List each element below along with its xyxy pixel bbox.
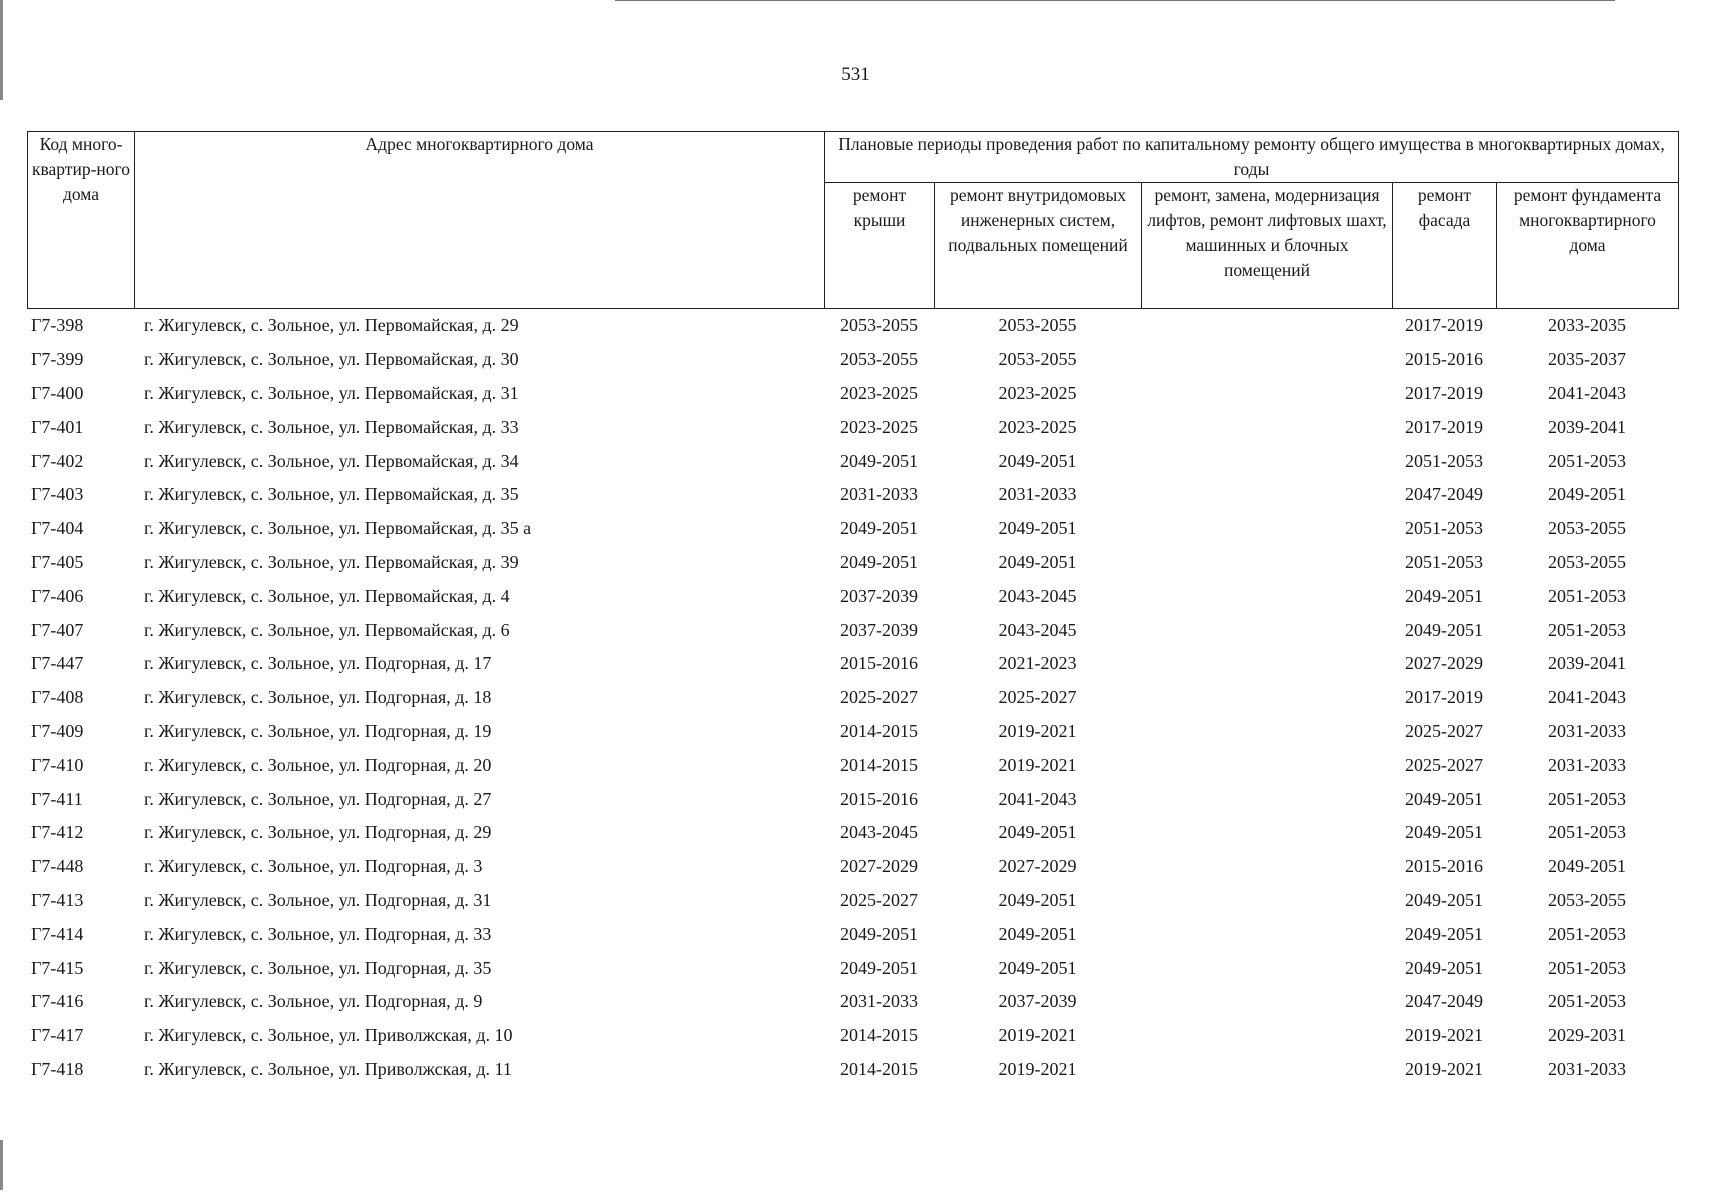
- row-engineering: 2041-2043: [998, 788, 1077, 809]
- row-address: г. Жигулевск, с. Зольное, ул. Подгорная, д. 27: [144, 788, 492, 809]
- header-lift-label: ремонт, замена, модернизация лифтов, ремонт лифтовых шахт, машинных и блочных помещений: [1147, 185, 1387, 280]
- row-engineering: 2025-2027: [998, 687, 1077, 708]
- row-roof: 2027-2029: [840, 856, 918, 877]
- capital-repair-schedule: [27, 131, 1678, 1086]
- row-foundation: 2041-2043: [1548, 382, 1626, 403]
- row-code: Г7-410: [31, 754, 84, 775]
- header-engineering: [935, 183, 1142, 309]
- row-roof: 2037-2039: [840, 619, 918, 640]
- header-facade-label: ремонт фасада: [1417, 185, 1472, 230]
- row-code: Г7-411: [31, 788, 83, 809]
- row-roof: 2049-2051: [840, 923, 918, 944]
- row-engineering: 2049-2051: [998, 551, 1077, 572]
- row-lift: [1141, 681, 1392, 715]
- row-address: г. Жигулевск, с. Зольное, ул. Подгорная, д. 9: [144, 991, 483, 1012]
- row-facade: 2049-2051: [1405, 822, 1483, 843]
- row-facade: 2049-2051: [1405, 619, 1483, 640]
- table-row: [27, 647, 1678, 681]
- row-roof: 2049-2051: [840, 957, 918, 978]
- row-address: г. Жигулевск, с. Зольное, ул. Первомайская, д. 33: [144, 416, 519, 437]
- row-engineering: 2019-2021: [998, 1025, 1077, 1046]
- row-code: Г7-400: [31, 382, 84, 403]
- table-row: [27, 884, 1678, 918]
- table-body: [27, 309, 1678, 1086]
- row-address: г. Жигулевск, с. Зольное, ул. Подгорная, д. 19: [144, 720, 492, 741]
- row-code: Г7-409: [31, 720, 84, 741]
- row-foundation: 2051-2053: [1548, 991, 1626, 1012]
- row-roof: 2053-2055: [840, 349, 918, 370]
- row-address: г. Жигулевск, с. Зольное, ул. Подгорная, д. 18: [144, 687, 492, 708]
- row-foundation: 2053-2055: [1548, 889, 1626, 910]
- row-foundation: 2051-2053: [1548, 788, 1626, 809]
- header-roof: [825, 183, 935, 309]
- row-lift: [1141, 377, 1392, 411]
- row-facade: 2017-2019: [1405, 315, 1483, 336]
- row-address: г. Жигулевск, с. Зольное, ул. Приволжская, д. 11: [144, 1058, 512, 1079]
- row-code: Г7-417: [31, 1025, 84, 1046]
- row-foundation: 2039-2041: [1548, 653, 1626, 674]
- row-foundation: 2051-2053: [1548, 450, 1626, 471]
- row-facade: 2051-2053: [1405, 518, 1483, 539]
- row-foundation: 2049-2051: [1548, 856, 1626, 877]
- header-code: [28, 132, 135, 309]
- row-facade: 2019-2021: [1405, 1025, 1483, 1046]
- row-code: Г7-408: [31, 687, 84, 708]
- row-address: г. Жигулевск, с. Зольное, ул. Первомайская, д. 34: [144, 450, 519, 471]
- row-engineering: 2023-2025: [998, 382, 1077, 403]
- table-row: [27, 410, 1678, 444]
- row-engineering: 2031-2033: [998, 484, 1077, 505]
- row-address: г. Жигулевск, с. Зольное, ул. Первомайская, д. 39: [144, 551, 519, 572]
- row-lift: [1141, 478, 1392, 512]
- row-lift: [1141, 884, 1392, 918]
- row-facade: 2015-2016: [1405, 856, 1483, 877]
- row-address: г. Жигулевск, с. Зольное, ул. Первомайская, д. 4: [144, 585, 510, 606]
- row-roof: 2015-2016: [840, 653, 918, 674]
- row-roof: 2014-2015: [840, 1058, 918, 1079]
- row-address: г. Жигулевск, с. Зольное, ул. Подгорная, д. 33: [144, 923, 492, 944]
- row-lift: [1141, 1053, 1392, 1087]
- table-row: [27, 512, 1678, 546]
- header-foundation-label: ремонт фундамента многоквартирного дома: [1513, 185, 1662, 255]
- row-engineering: 2043-2045: [998, 619, 1077, 640]
- row-foundation: 2031-2033: [1548, 754, 1626, 775]
- row-address: г. Жигулевск, с. Зольное, ул. Подгорная, д. 29: [144, 822, 492, 843]
- row-code: Г7-416: [31, 991, 84, 1012]
- row-engineering: 2027-2029: [998, 856, 1077, 877]
- row-roof: 2015-2016: [840, 788, 918, 809]
- row-address: г. Жигулевск, с. Зольное, ул. Подгорная, д. 3: [144, 856, 483, 877]
- header-address-label: Адрес многоквартирного дома: [365, 134, 594, 154]
- row-facade: 2049-2051: [1405, 788, 1483, 809]
- row-lift: [1141, 782, 1392, 816]
- row-facade: 2017-2019: [1405, 382, 1483, 403]
- table-row: [27, 377, 1678, 411]
- page-number: 531: [841, 64, 870, 85]
- row-engineering: 2053-2055: [998, 315, 1077, 336]
- row-address: г. Жигулевск, с. Зольное, ул. Подгорная, д. 17: [144, 653, 492, 674]
- table-row: [27, 681, 1678, 715]
- row-facade: 2051-2053: [1405, 450, 1483, 471]
- table-row: [27, 309, 1678, 343]
- table-row: [27, 343, 1678, 377]
- row-code: Г7-398: [31, 315, 84, 336]
- table-row: [27, 579, 1678, 613]
- row-engineering: 2053-2055: [998, 349, 1077, 370]
- row-code: Г7-414: [31, 923, 84, 944]
- row-foundation: 2051-2053: [1548, 585, 1626, 606]
- row-address: г. Жигулевск, с. Зольное, ул. Первомайская, д. 6: [144, 619, 510, 640]
- row-foundation: 2041-2043: [1548, 687, 1626, 708]
- row-lift: [1141, 816, 1392, 850]
- row-facade: 2025-2027: [1405, 754, 1483, 775]
- table-row: [27, 850, 1678, 884]
- row-foundation: 2029-2031: [1548, 1025, 1626, 1046]
- row-roof: 2014-2015: [840, 1025, 918, 1046]
- row-foundation: 2049-2051: [1548, 484, 1626, 505]
- row-address: г. Жигулевск, с. Зольное, ул. Первомайская, д. 30: [144, 349, 519, 370]
- row-lift: [1141, 343, 1392, 377]
- row-address: г. Жигулевск, с. Зольное, ул. Первомайская, д. 29: [144, 315, 519, 336]
- row-facade: 2047-2049: [1405, 991, 1483, 1012]
- top-rule: [615, 0, 1615, 1]
- row-facade: 2025-2027: [1405, 720, 1483, 741]
- row-lift: [1141, 309, 1392, 343]
- row-lift: [1141, 715, 1392, 749]
- row-roof: 2049-2051: [840, 518, 918, 539]
- row-engineering: 2049-2051: [998, 889, 1077, 910]
- row-foundation: 2053-2055: [1548, 518, 1626, 539]
- row-foundation: 2051-2053: [1548, 957, 1626, 978]
- row-code: Г7-401: [31, 416, 84, 437]
- table-row: [27, 985, 1678, 1019]
- header-roof-label: ремонт крыши: [852, 185, 907, 230]
- header-periods-label: Плановые периоды проведения работ по капитальному ремонту общего имущества в многоквартирных домах, годы: [838, 134, 1665, 179]
- table-row: [27, 917, 1678, 951]
- row-lift: [1141, 444, 1392, 478]
- row-code: Г7-399: [31, 349, 84, 370]
- table-row: [27, 478, 1678, 512]
- row-code: Г7-413: [31, 889, 84, 910]
- row-code: Г7-412: [31, 822, 84, 843]
- row-engineering: 2019-2021: [998, 1058, 1077, 1079]
- row-foundation: 2033-2035: [1548, 315, 1626, 336]
- row-engineering: 2023-2025: [998, 416, 1077, 437]
- row-lift: [1141, 951, 1392, 985]
- row-address: г. Жигулевск, с. Зольное, ул. Подгорная, д. 31: [144, 889, 492, 910]
- row-engineering: 2019-2021: [998, 754, 1077, 775]
- table-row: [27, 1053, 1678, 1087]
- row-code: Г7-402: [31, 450, 84, 471]
- table-row: [27, 444, 1678, 478]
- row-facade: 2019-2021: [1405, 1058, 1483, 1079]
- row-roof: 2049-2051: [840, 551, 918, 572]
- row-lift: [1141, 985, 1392, 1019]
- row-roof: 2037-2039: [840, 585, 918, 606]
- row-roof: 2025-2027: [840, 687, 918, 708]
- row-foundation: 2031-2033: [1548, 720, 1626, 741]
- row-roof: 2023-2025: [840, 382, 918, 403]
- row-roof: 2023-2025: [840, 416, 918, 437]
- row-facade: 2027-2029: [1405, 653, 1483, 674]
- header-foundation: [1497, 183, 1679, 309]
- row-lift: [1141, 917, 1392, 951]
- row-engineering: 2049-2051: [998, 450, 1077, 471]
- row-engineering: 2049-2051: [998, 518, 1077, 539]
- row-engineering: 2049-2051: [998, 957, 1077, 978]
- row-facade: 2047-2049: [1405, 484, 1483, 505]
- table-row: [27, 816, 1678, 850]
- row-engineering: 2019-2021: [998, 720, 1077, 741]
- row-code: Г7-406: [31, 585, 84, 606]
- row-facade: 2049-2051: [1405, 585, 1483, 606]
- table-header: [27, 131, 1679, 309]
- row-foundation: 2031-2033: [1548, 1058, 1626, 1079]
- row-lift: [1141, 546, 1392, 580]
- row-lift: [1141, 512, 1392, 546]
- row-lift: [1141, 579, 1392, 613]
- row-lift: [1141, 850, 1392, 884]
- header-periods: [825, 132, 1679, 183]
- row-foundation: 2051-2053: [1548, 619, 1626, 640]
- row-code: Г7-405: [31, 551, 84, 572]
- header-engineering-label: ремонт внутридомовых инженерных систем, подвальных помещений: [948, 185, 1128, 255]
- row-foundation: 2051-2053: [1548, 822, 1626, 843]
- row-roof: 2014-2015: [840, 720, 918, 741]
- row-code: Г7-415: [31, 957, 84, 978]
- row-engineering: 2043-2045: [998, 585, 1077, 606]
- row-lift: [1141, 647, 1392, 681]
- row-facade: 2051-2053: [1405, 551, 1483, 572]
- row-roof: 2031-2033: [840, 991, 918, 1012]
- table-row: [27, 951, 1678, 985]
- row-lift: [1141, 748, 1392, 782]
- row-foundation: 2039-2041: [1548, 416, 1626, 437]
- row-facade: 2049-2051: [1405, 923, 1483, 944]
- header-code-label: Код много-квартир-ного дома: [31, 134, 131, 204]
- row-foundation: 2051-2053: [1548, 923, 1626, 944]
- row-lift: [1141, 410, 1392, 444]
- row-lift: [1141, 613, 1392, 647]
- row-address: г. Жигулевск, с. Зольное, ул. Подгорная, д. 20: [144, 754, 492, 775]
- row-roof: 2049-2051: [840, 450, 918, 471]
- table-row: [27, 782, 1678, 816]
- row-roof: 2053-2055: [840, 315, 918, 336]
- row-code: Г7-448: [31, 856, 84, 877]
- header-address: [135, 132, 825, 309]
- row-code: Г7-418: [31, 1058, 84, 1079]
- row-engineering: 2021-2023: [998, 653, 1077, 674]
- row-engineering: 2037-2039: [998, 991, 1077, 1012]
- header-facade: [1393, 183, 1497, 309]
- row-foundation: 2053-2055: [1548, 551, 1626, 572]
- header-lift: [1142, 183, 1393, 309]
- row-engineering: 2049-2051: [998, 822, 1077, 843]
- row-facade: 2017-2019: [1405, 416, 1483, 437]
- scan-edge-mark: [0, 1140, 3, 1190]
- row-code: Г7-403: [31, 484, 84, 505]
- row-roof: 2043-2045: [840, 822, 918, 843]
- table-row: [27, 715, 1678, 749]
- row-roof: 2031-2033: [840, 484, 918, 505]
- row-engineering: 2049-2051: [998, 923, 1077, 944]
- row-facade: 2015-2016: [1405, 349, 1483, 370]
- row-roof: 2014-2015: [840, 754, 918, 775]
- row-address: г. Жигулевск, с. Зольное, ул. Первомайская, д. 35: [144, 484, 519, 505]
- table-row: [27, 1019, 1678, 1053]
- row-facade: 2049-2051: [1405, 957, 1483, 978]
- row-facade: 2049-2051: [1405, 889, 1483, 910]
- row-foundation: 2035-2037: [1548, 349, 1626, 370]
- row-lift: [1141, 1019, 1392, 1053]
- row-address: г. Жигулевск, с. Зольное, ул. Приволжская, д. 10: [144, 1025, 513, 1046]
- row-address: г. Жигулевск, с. Зольное, ул. Подгорная, д. 35: [144, 957, 492, 978]
- row-code: Г7-407: [31, 619, 84, 640]
- table-row: [27, 546, 1678, 580]
- row-code: Г7-404: [31, 518, 84, 539]
- row-code: Г7-447: [31, 653, 84, 674]
- table-row: [27, 748, 1678, 782]
- table-row: [27, 613, 1678, 647]
- row-facade: 2017-2019: [1405, 687, 1483, 708]
- row-roof: 2025-2027: [840, 889, 918, 910]
- row-address: г. Жигулевск, с. Зольное, ул. Первомайская, д. 31: [144, 382, 519, 403]
- row-address: г. Жигулевск, с. Зольное, ул. Первомайская, д. 35 а: [144, 518, 532, 539]
